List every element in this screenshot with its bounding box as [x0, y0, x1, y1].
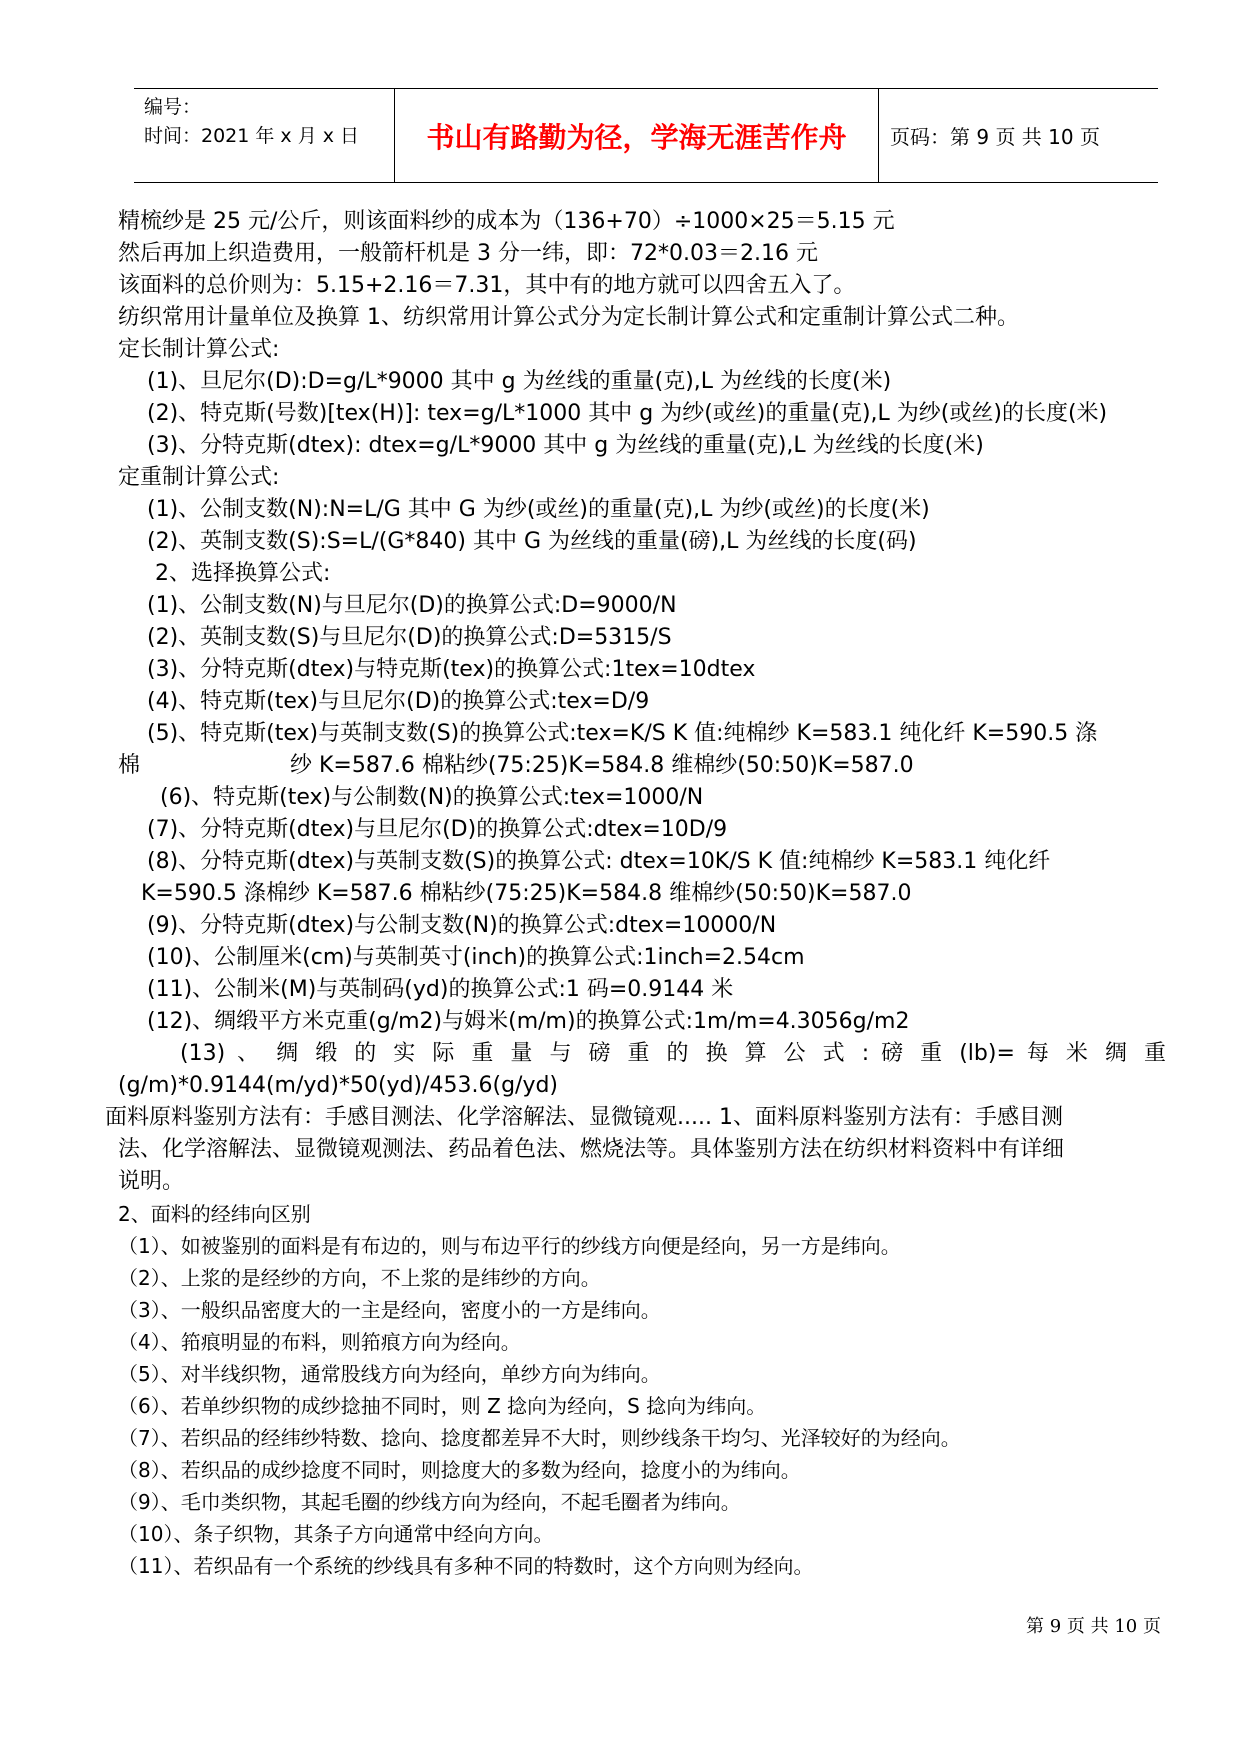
header-meta [144, 93, 394, 151]
formula-line: (10)、公制厘米(cm)与英制英寸(inch)的换算公式:1inch=2.54cm [147, 945, 805, 970]
formula-line: (6)、特克斯(tex)与公制数(N)的换算公式:tex=1000/N [160, 785, 704, 810]
list-item: （4）、筘痕明显的布料，则筘痕方向为经向。 [118, 1330, 521, 1354]
text-line: 精梳纱是 25 元/公斤，则该面料纱的成本为（136+70）÷1000×25＝5.15 元 [118, 209, 895, 234]
formula-line: (12)、绸缎平方米克重(g/m2)与姆米(m/m)的换算公式:1m/m=4.3056g/m2 [147, 1009, 910, 1034]
formula-line: (3)、分特克斯(dtex): dtex=g/L*9000 其中 g 为丝线的重量(克),L 为丝线的长度(米) [147, 433, 984, 458]
header-table [134, 88, 1158, 183]
section-heading: 定长制计算公式: [118, 337, 280, 362]
formula-line: (9)、分特克斯(dtex)与公制支数(N)的换算公式:dtex=10000/N [147, 913, 777, 938]
formula-line: (2)、英制支数(S)与旦尼尔(D)的换算公式:D=5315/S [147, 625, 672, 650]
formula-line: (2)、英制支数(S):S=L/(G*840) 其中 G 为丝线的重量(磅),L 为丝线的长度(码) [147, 529, 917, 554]
text-line: 纺织常用计量单位及换算 1、纺织常用计算公式分为定长制计算公式和定重制计算公式二种。 [118, 305, 1019, 330]
document-number: 编号： [144, 96, 202, 118]
document-time: 时间：2021 年 x 月 x 日 [144, 125, 360, 147]
formula-line: (11)、公制米(M)与英制码(yd)的换算公式:1 码=0.9144 米 [147, 977, 734, 1002]
formula-line: (2)、特克斯(号数)[tex(H)]: tex=g/L*1000 其中 g 为纱(或丝)的重量(克),L 为纱(或丝)的长度(米) [147, 401, 1108, 426]
formula-line: (1)、旦尼尔(D):D=g/L*9000 其中 g 为丝线的重量(克),L 为丝线的长度(米) [147, 369, 892, 394]
text-line: 该面料的总价则为：5.15+2.16＝7.31，其中有的地方就可以四舍五入了。 [118, 273, 856, 298]
formula-line: (4)、特克斯(tex)与旦尼尔(D)的换算公式:tex=D/9 [147, 689, 650, 714]
text-line: 说明。 [118, 1169, 185, 1194]
formula-line: (7)、分特克斯(dtex)与旦尼尔(D)的换算公式:dtex=10D/9 [147, 817, 728, 842]
list-item: （7）、若织品的经纬纱特数、捻向、捻度都差异不大时，则纱线条干均匀、光泽较好的为经向。 [118, 1426, 961, 1450]
header-page-number: 页码：第 9 页 共 10 页 [890, 125, 1100, 149]
formula-line: (3)、分特克斯(dtex)与特克斯(tex)的换算公式:1tex=10dtex [147, 657, 756, 682]
formula-line: (1)、公制支数(N)与旦尼尔(D)的换算公式:D=9000/N [147, 593, 677, 618]
formula-line: K=590.5 涤棉纱 K=587.6 棉粘纱(75:25)K=584.8 维棉纱(50:50)K=587.0 [141, 881, 912, 906]
list-item: （8）、若织品的成纱捻度不同时，则捻度大的多数为经向，捻度小的为纬向。 [118, 1458, 801, 1482]
list-item: （2）、上浆的是经纱的方向，不上浆的是纬纱的方向。 [118, 1266, 601, 1290]
list-item: （6）、若单纱织物的成纱捻抽不同时，则 Z 捻向为经向，S 捻向为纬向。 [118, 1394, 767, 1418]
page-footer: 第 9 页 共 10 页 [1026, 1616, 1161, 1637]
header-motto: 书山有路勤为径，学海无涯苦作舟 [426, 120, 847, 154]
formula-line: 棉 [118, 753, 141, 778]
section-heading: 2、面料的经纬向区别 [118, 1202, 311, 1226]
section-heading: 2、选择换算公式: [155, 561, 331, 586]
list-item: （10）、条子织物，其条子方向通常中经向方向。 [118, 1522, 554, 1546]
text-line: 然后再加上织造费用，一般箭杆机是 3 分一纬，即：72*0.03＝2.16 元 [118, 241, 818, 266]
formula-line: (g/m)*0.9144(m/yd)*50(yd)/453.6(g/yd) [118, 1073, 559, 1098]
formula-line: (13) 、 绸 缎 的 实 际 重 量 与 磅 重 的 换 算 公 式 : 磅 重 (lb)= 每 米 绸 重 [180, 1041, 1166, 1066]
formula-line: 纱 K=587.6 棉粘纱(75:25)K=584.8 维棉纱(50:50)K=587.0 [290, 753, 914, 778]
text-line: 面料原料鉴别方法有：手感目测法、化学溶解法、显微镜观..... 1、面料原料鉴别方法有：手感目测 [105, 1105, 1063, 1130]
formula-line: (1)、公制支数(N):N=L/G 其中 G 为纱(或丝)的重量(克),L 为纱(或丝)的长度(米) [147, 497, 930, 522]
list-item: （11）、若织品有一个系统的纱线具有多种不同的特数时，这个方向则为经向。 [118, 1554, 814, 1578]
section-heading: 定重制计算公式: [118, 465, 280, 490]
formula-line: (8)、分特克斯(dtex)与英制支数(S)的换算公式: dtex=10K/S K 值:纯棉纱 K=583.1 纯化纤 [147, 849, 1051, 874]
list-item: （9）、毛巾类织物，其起毛圈的纱线方向为经向，不起毛圈者为纬向。 [118, 1490, 741, 1514]
list-item: （1）、如被鉴别的面料是有布边的，则与布边平行的纱线方向便是经向，另一方是纬向。 [118, 1234, 901, 1258]
header-divider [878, 89, 879, 182]
list-item: （3）、一般织品密度大的一主是经向，密度小的一方是纬向。 [118, 1298, 661, 1322]
formula-line: (5)、特克斯(tex)与英制支数(S)的换算公式:tex=K/S K 值:纯棉纱 K=583.1 纯化纤 K=590.5 涤 [147, 721, 1098, 746]
list-item: （5）、对半线织物，通常股线方向为经向，单纱方向为纬向。 [118, 1362, 661, 1386]
text-line: 法、化学溶解法、显微镜观测法、药品着色法、燃烧法等。具体鉴别方法在纺织材料资料中有详细 [118, 1137, 1065, 1162]
